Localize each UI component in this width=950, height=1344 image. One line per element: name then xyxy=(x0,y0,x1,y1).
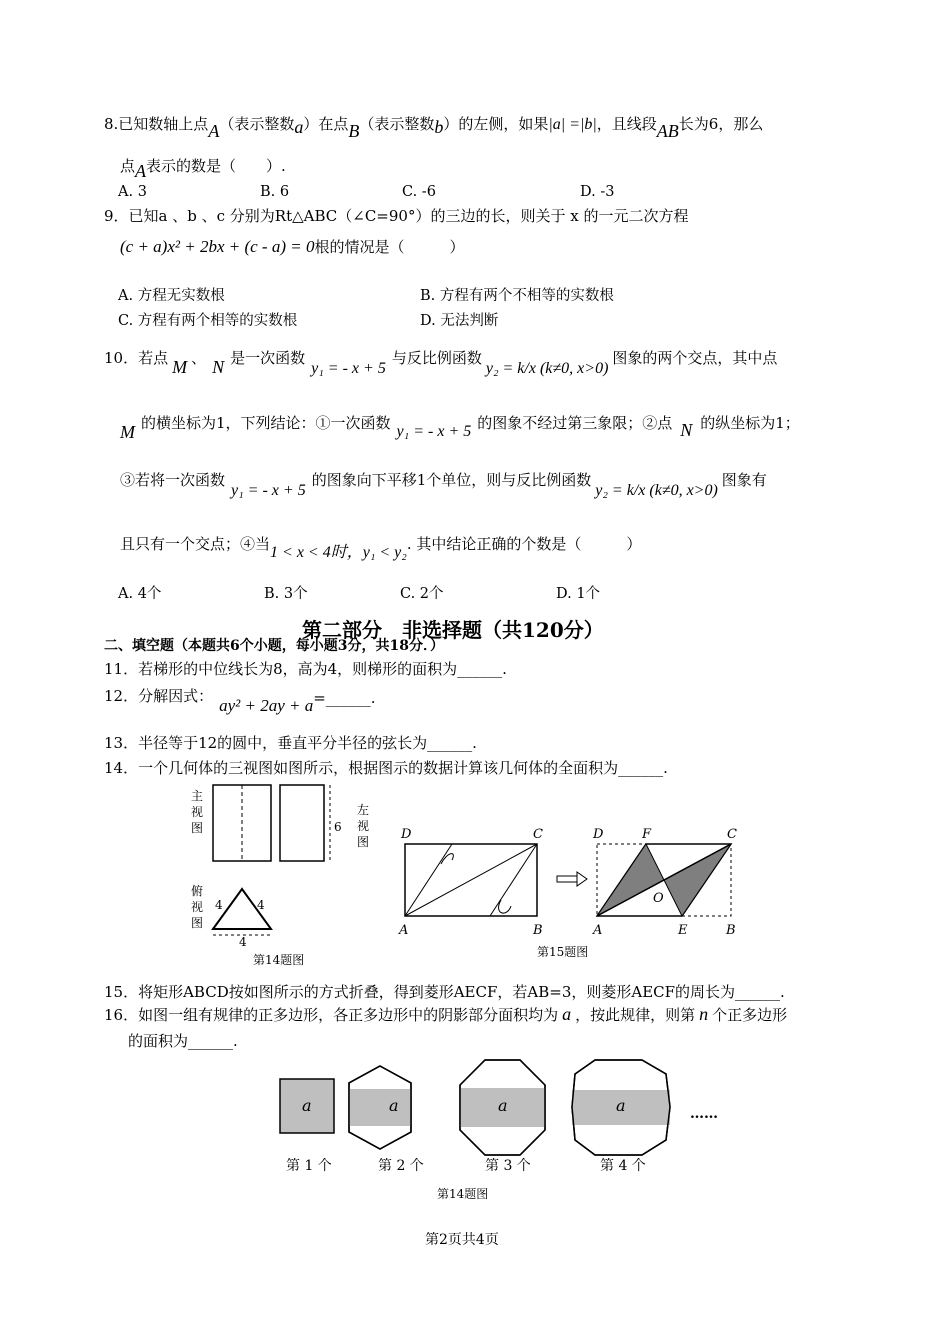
polygon-1-label: a xyxy=(302,1096,312,1115)
polygon-1-caption: 第 1 个 xyxy=(286,1158,332,1174)
q8-option-a: A. 3 xyxy=(118,184,147,200)
q9-option-d: D. 无法判断 xyxy=(420,313,499,329)
q13: 13．半径等于12的圆中，垂直平分半径的弦长为______. xyxy=(104,734,477,752)
section-heading: 二、填空题（本题共6个小题，每小题3分，共18分．） xyxy=(104,638,444,654)
polygon-4-caption: 第 4 个 xyxy=(600,1158,646,1174)
fig15-right-F: F xyxy=(642,827,652,842)
fig15-right-C: C xyxy=(727,827,737,842)
q9-line2: (c + a)x² + 2bx + (c - a) = 0根的情况是（ ） xyxy=(120,237,465,256)
q8-option-d: D. -3 xyxy=(580,184,615,200)
q12: 12．分解因式： ay² + 2ay + a=______. xyxy=(104,687,376,715)
left-view-label-1: 左 xyxy=(357,803,370,817)
polygon-3-caption: 第 3 个 xyxy=(485,1158,531,1174)
q14: 14．一个几何体的三视图如图所示，根据图示的数据计算该几何体的全面积为______. xyxy=(104,759,668,777)
fig15-right-B: B xyxy=(726,923,736,938)
q9-option-b: B. 方程有两个不相等的实数根 xyxy=(420,288,614,304)
q10-line4: 且只有一个交点；④当1 < x < 4时，y₁ < y₂. 其中结论正确的个数是（ ） xyxy=(120,535,642,561)
fig15-right-O: O xyxy=(653,891,664,906)
base-length-label: 4 xyxy=(239,935,247,949)
front-view-label-2: 视 xyxy=(191,805,204,819)
q8-option-b: B. 6 xyxy=(260,184,290,200)
q9-line1: 9．已知a 、b 、c 分别为Rt△ABC（∠C=90°）的三边的长，则关于 x 的一元二次方程 xyxy=(104,207,689,225)
fig15-right-E: E xyxy=(678,923,688,938)
q10-option-c: C. 2个 xyxy=(400,586,444,602)
q16-line1: 16．如图一组有规律的正多边形，各正多边形中的阴影部分面积均为 a ，按此规律，则第 n 个正多边形 xyxy=(104,1004,788,1024)
q10-line3: ③若将一次函数y₁ = - x + 5的图象向下平移1个单位，则与反比例函数y₂ = k/x (k≠0, x>0)图象有 xyxy=(120,471,767,499)
height-label: 6 xyxy=(334,820,342,834)
figure-16 xyxy=(270,1052,740,1204)
polygon-2-label: a xyxy=(389,1096,399,1115)
q16-line2: 的面积为______. xyxy=(128,1032,238,1050)
polygon-2-caption: 第 2 个 xyxy=(378,1158,424,1174)
ellipsis: …… xyxy=(690,1106,718,1122)
q8-line1: 8.已知数轴上点A（表示整数a）在点B（表示整数b）的左侧，如果|a| =|b|，且线段AB长为6，那么 xyxy=(104,115,764,141)
q10-line2: M 的横坐标为1，下列结论：①一次函数 y₁ = - x + 5 的图象不经过第三象限；②点 N 的纵坐标为1； xyxy=(120,414,800,442)
top-view-label-1: 俯 xyxy=(191,884,204,898)
figure-14-caption: 第14题图 xyxy=(253,953,305,967)
left-view-label-3: 图 xyxy=(357,835,370,849)
q8-option-c: C. -6 xyxy=(402,184,436,200)
shaded-triangle-right xyxy=(664,844,731,916)
top-view-label-3: 图 xyxy=(191,916,204,930)
q10-option-a: A. 4个 xyxy=(118,586,162,602)
front-view-label-1: 主 xyxy=(191,789,204,803)
side-length-label-2: 4 xyxy=(257,898,265,912)
part2-title: 第二部分 非选择题（共120分） xyxy=(302,618,604,642)
q10-option-d: D. 1个 xyxy=(556,586,601,602)
q10-option-b: B. 3个 xyxy=(264,586,308,602)
q11: 11．若梯形的中位线长为8，高为4，则梯形的面积为______. xyxy=(104,660,507,678)
figure-16-caption: 第14题图 xyxy=(437,1187,489,1201)
left-view-label-2: 视 xyxy=(357,819,370,833)
polygon-4-label: a xyxy=(616,1096,626,1115)
fig15-left-C: C xyxy=(533,827,543,842)
polygon-3-label: a xyxy=(498,1096,508,1115)
figure-14 xyxy=(185,782,385,972)
fig15-left-A: A xyxy=(399,923,409,938)
side-length-label-1: 4 xyxy=(215,898,223,912)
left-view xyxy=(280,785,324,861)
q9-option-a: A. 方程无实数根 xyxy=(118,288,225,304)
polygon-2-shaded xyxy=(349,1089,411,1126)
page-footer: 第2页共4页 xyxy=(425,1232,499,1248)
q15: 15．将矩形ABCD按如图所示的方式折叠，得到菱形AECF，若AB=3，则菱形AECF的周长为______. xyxy=(104,983,785,1001)
front-view-label-3: 图 xyxy=(191,821,204,835)
q9-option-c: C. 方程有两个相等的实数根 xyxy=(118,313,298,329)
figure-15-caption: 第15题图 xyxy=(537,945,589,959)
fig15-right-A: A xyxy=(593,923,603,938)
fig15-right-D: D xyxy=(593,827,604,842)
q10-line1: 10．若点 M 、 N 是一次函数y₁ = - x + 5与反比例函数y₂ = k/x (k≠0, x>0)图象的两个交点，其中点 xyxy=(104,349,778,377)
top-view-label-2: 视 xyxy=(191,900,204,914)
arrow-icon xyxy=(557,872,587,886)
fig15-left-B: B xyxy=(533,923,543,938)
figure-15 xyxy=(397,822,747,962)
q8-line2: 点A表示的数是（ ）. xyxy=(120,157,286,181)
fig15-left-D: D xyxy=(401,827,412,842)
